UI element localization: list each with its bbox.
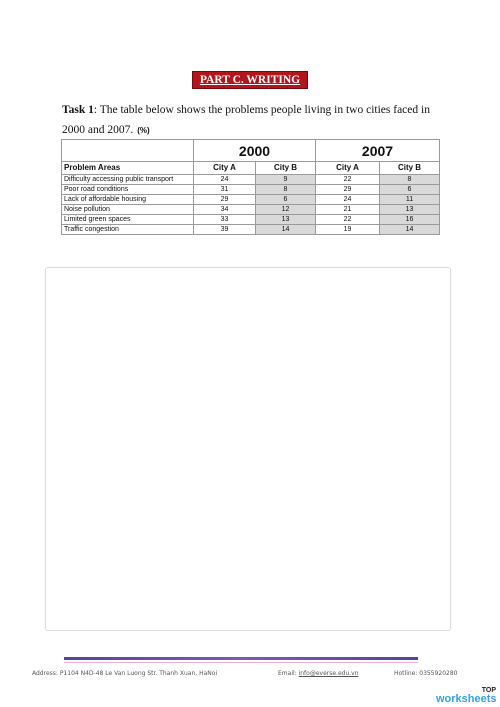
table-cell: 13 xyxy=(380,205,440,215)
topworksheets-logo xyxy=(436,686,496,704)
table-cell: 8 xyxy=(380,175,440,185)
section-heading: PART C. WRITING xyxy=(192,71,308,89)
footer-email xyxy=(278,670,359,677)
table-cell: 22 xyxy=(316,175,380,185)
data-table xyxy=(61,139,440,235)
table-cell: 13 xyxy=(256,215,316,225)
table-header-cell: Problem Areas xyxy=(62,162,194,175)
table-header-cell: City A xyxy=(316,162,380,175)
table-cell: 24 xyxy=(194,175,256,185)
table-corner-cell xyxy=(62,140,194,162)
table-cell-problem: Traffic congestion xyxy=(62,225,194,235)
table-row xyxy=(62,225,440,235)
table-cell-problem: Difficulty accessing public transport xyxy=(62,175,194,185)
answer-writing-box[interactable] xyxy=(45,267,451,631)
table-cell: 14 xyxy=(380,225,440,235)
table-cell: 31 xyxy=(194,185,256,195)
footer-hotline: Hotline: 0355920280 xyxy=(394,670,458,677)
email-link[interactable]: info@everse.edu.vn xyxy=(298,670,359,677)
table-cell: 33 xyxy=(194,215,256,225)
table-cell: 9 xyxy=(256,175,316,185)
table-cell: 6 xyxy=(380,185,440,195)
table-cell: 12 xyxy=(256,205,316,215)
table-year-2007: 2007 xyxy=(316,140,440,162)
table-cell: 8 xyxy=(256,185,316,195)
table-row xyxy=(62,185,440,195)
table-row xyxy=(62,215,440,225)
task-label: Task 1 xyxy=(62,104,94,116)
footer-address: Address: P1104 N4D-48 Le Van Luong Str. Thanh Xuan, HaNoi xyxy=(32,670,218,677)
table-cell: 11 xyxy=(380,195,440,205)
logo-bottom-text: worksheets xyxy=(436,693,497,705)
table-row xyxy=(62,195,440,205)
table-cell: 21 xyxy=(316,205,380,215)
logo-top-text: TOP xyxy=(481,687,496,694)
table-cell-problem: Limited green spaces xyxy=(62,215,194,225)
table-year-2000: 2000 xyxy=(194,140,316,162)
table-cell: 22 xyxy=(316,215,380,225)
table-cell: 16 xyxy=(380,215,440,225)
table-cell: 39 xyxy=(194,225,256,235)
table-header-cell: City B xyxy=(380,162,440,175)
table-year-row xyxy=(62,140,440,162)
table-cell-problem: Noise pollution xyxy=(62,205,194,215)
table-cell: 6 xyxy=(256,195,316,205)
table-cell: 29 xyxy=(194,195,256,205)
table-cell: 29 xyxy=(316,185,380,195)
table-cell: 24 xyxy=(316,195,380,205)
task-instructions xyxy=(62,100,452,141)
task-unit: (%) xyxy=(137,126,150,135)
table-row xyxy=(62,175,440,185)
footer-divider xyxy=(64,657,418,660)
table-cell: 19 xyxy=(316,225,380,235)
table-row xyxy=(62,205,440,215)
table-cell-problem: Poor road conditions xyxy=(62,185,194,195)
table-header-cell: City A xyxy=(194,162,256,175)
footer-divider-thin xyxy=(64,662,418,663)
table-header-row xyxy=(62,162,440,175)
table-cell: 34 xyxy=(194,205,256,215)
table-cell: 14 xyxy=(256,225,316,235)
table-header-cell: City B xyxy=(256,162,316,175)
task-text: : The table below shows the problems people living in two cities faced in 2000 and 2007. xyxy=(62,104,430,136)
footer-email-label: Email: xyxy=(278,670,299,677)
table-cell-problem: Lack of affordable housing xyxy=(62,195,194,205)
